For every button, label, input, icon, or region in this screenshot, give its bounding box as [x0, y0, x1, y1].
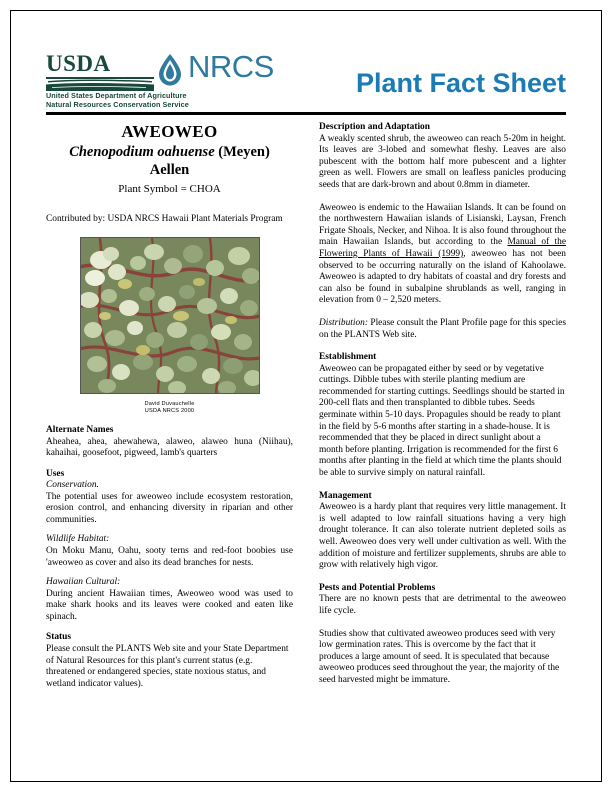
description-paragraph-1: A weakly scented shrub, the aweoweo can reach 5-20m in height. Its leaves are 3-lobed and somewhat fleshy. Leaves are also pubescent with the bottom half more pubescent and a lighter green as well. Flowers are small on leafless panicles producing seeds that are dark-brown and about 0.8mm in diameter. [319, 133, 566, 190]
plant-photo [80, 237, 260, 394]
pests-text: There are no known pests that are detrimental to the aweoweo life cycle. [319, 594, 566, 616]
photo-credit-source: USDA NRCS 2000 [144, 408, 195, 414]
plant-photo-image [81, 238, 259, 393]
description-heading: Description and Adaptation [319, 122, 430, 132]
distribution-paragraph [319, 318, 566, 341]
photo-credit-name: David Duvauchelle [144, 401, 195, 407]
establishment-text: Aweoweo can be propagated either by seed or by vegetative cuttings. Dibble tubes with sterile planting medium are recommended for starting cuttings. Seedlings should be started in 200-cell flats and then transplanted to dibble tubes. Seeds germinate within 5-10 days. Propagules should be ready to plant in the field by 5-6 months after starting in a shade-house. It is recommended that they be placed in direct sunlight about a month before planting. Irrigation is recommended for the first 6 months after planting in the field at which time the plants should be able to survive simply on natural rainfall. [319, 363, 565, 479]
status-text: Please consult the PLANTS Web site and your State Department of Natural Resources for this plant's current status (e.g. threatened or endangered species, state noxious status, and wetland indicator values). [46, 643, 289, 689]
nrcs-droplet-icon [156, 53, 184, 92]
distribution-text: Please consult the Plant Profile page for this species on the PLANTS Web site. [319, 317, 566, 340]
conservation-subheading: Conservation. [46, 480, 99, 491]
page-header [46, 46, 566, 108]
hawaiian-cultural-subheading: Hawaiian Cultural: [46, 577, 121, 588]
usda-swoosh-icon [46, 76, 154, 91]
two-column-body [46, 122, 566, 690]
scientific-name-authority-2: Aellen [149, 162, 190, 178]
agency-tagline [46, 92, 189, 109]
plant-symbol: Plant Symbol = CHOA [118, 183, 221, 195]
alternate-names-heading: Alternate Names [46, 425, 114, 435]
scientific-name-authority: (Meyen) [218, 144, 270, 160]
left-column [46, 122, 293, 690]
conservation-text: The potential uses for aweoweo include ecosystem restoration, erosion control, and enhancing diversity in riparian and other communities. [46, 491, 293, 525]
right-column [319, 122, 566, 690]
scientific-name-heading [46, 144, 293, 161]
description-p2-part-b: , aweoweo has not been observed to be occurring naturally on the island of Kahoolawe. Aweoweo is adapted to dry habitats of coastal and dry forests and can also be found in subalpine shrublands as well, ranging in elevation from 0 – 2,520 meters. [319, 248, 566, 306]
alternate-names-text: Aheahea, ahea, ahewahewa, alaweo, alaweo huna (Niihau), kahaihai, goosefoot, pigweed, lamb's quarters [46, 436, 293, 459]
page-title: Plant Fact Sheet [355, 68, 566, 98]
usda-text: USDA [46, 51, 111, 76]
distribution-label: Distribution: [319, 317, 368, 328]
page-content [46, 46, 566, 689]
establishment-heading: Establishment [319, 352, 377, 363]
uses-heading: Uses [46, 468, 65, 479]
scientific-name: Chenopodium oahuense [69, 144, 215, 160]
wildlife-habitat-text: On Moku Manu, Oahu, sooty terns and red-foot boobies use 'aweoweo as cover and also its dead branches for nests. [46, 545, 293, 568]
status-heading: Status [46, 632, 72, 643]
manual-reference-link[interactable]: Manual of the Flowering Plants of Hawaii (1999) [319, 237, 566, 259]
description-p2-part-a: Aweoweo is endemic to the Hawaiian Islands. It can be found on the northwestern Hawaiian islands of Lisianski, Laysan, French Frigate Shoals, Necker, and Nihoa. It is also found throughout the main Hawaiian Islands, but according to the [319, 202, 566, 248]
usda-wordmark [46, 52, 156, 96]
nrcs-wordmark: NRCS [188, 49, 274, 84]
pests-heading: Pests and Potential Problems [319, 582, 436, 593]
common-name-heading: AWEOWEO [121, 122, 218, 141]
seed-germination-text: Studies show that cultivated aweoweo produces seed with very low germination rates. This is overcome by the fact that it produces a large amount of seed. It is speculated that because aweoweo produces seed throughout the year, the majority of the seed harvested might be immature. [319, 628, 560, 685]
wildlife-habitat-subheading: Wildlife Habitat: [46, 534, 110, 545]
usda-nrcs-logo [46, 49, 296, 109]
description-paragraph-2 [319, 203, 566, 307]
photo-caption [46, 401, 293, 415]
plant-photo-block [46, 237, 293, 415]
management-text: Aweoweo is a hardy plant that requires very little management. It is well adapted to low rainfall situations having a very high drought tolerance. It can also tolerate nutrient depleted soils as well. Aweoweo does very well under cultivation as well. With the addition of moisture and fertilizer supplements, shrubs are able to grow with relatively high vigor. [319, 502, 566, 571]
tagline-line-1: United States Department of Agriculture [46, 91, 187, 100]
management-heading: Management [319, 490, 372, 501]
hawaiian-cultural-text: During ancient Hawaiian times, Aweoweo wood was used to make shark hooks and its leaves were cooked and eaten like spinach. [46, 588, 293, 622]
header-divider [46, 112, 566, 115]
contributed-by: Contributed by: USDA NRCS Hawaii Plant Materials Program [46, 214, 283, 224]
tagline-line-2: Natural Resources Conservation Service [46, 99, 189, 109]
